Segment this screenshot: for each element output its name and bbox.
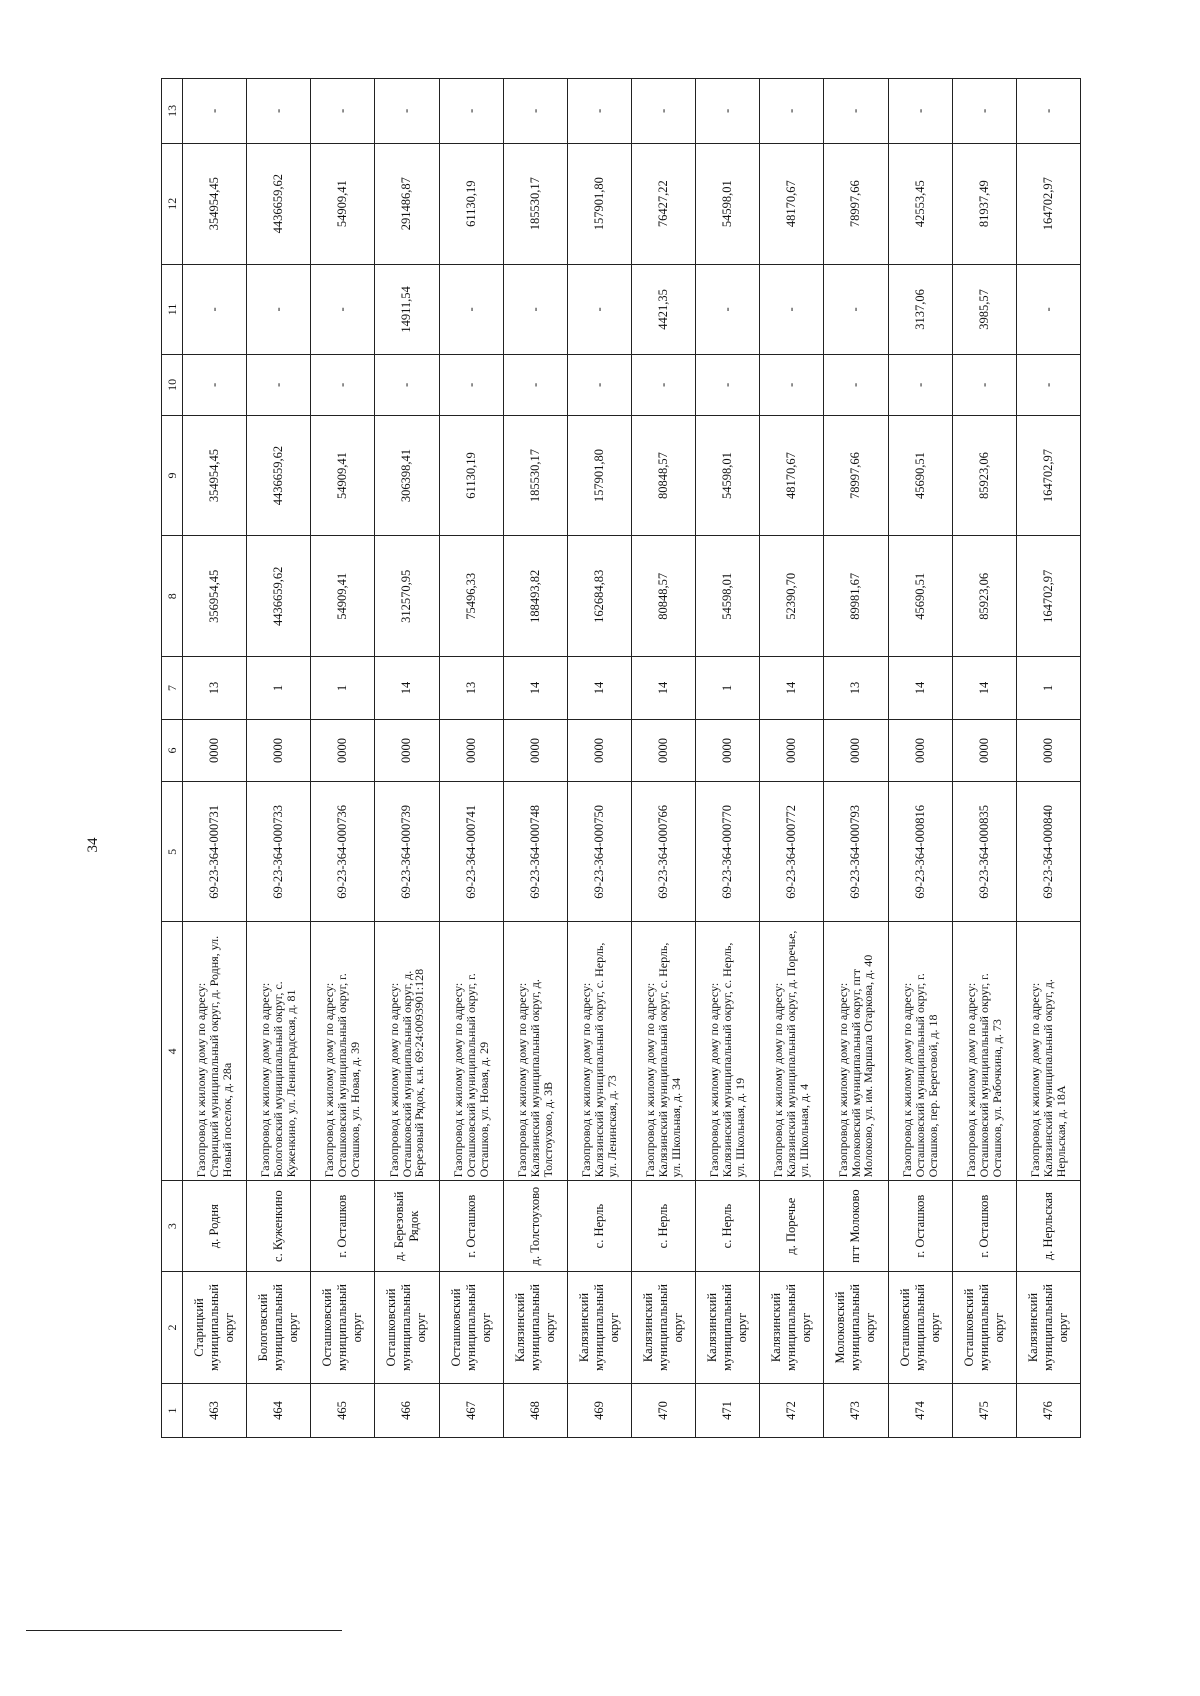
column-number-8: 8 bbox=[162, 536, 183, 657]
row-number: 471 bbox=[696, 1384, 760, 1438]
object-code-cell: 69-23-364-000772 bbox=[760, 782, 824, 922]
place-cell: с. Нерль bbox=[631, 1181, 695, 1272]
col8-cell: 54909,41 bbox=[311, 536, 375, 657]
table-row bbox=[439, 79, 503, 1438]
col13-cell: - bbox=[952, 79, 1016, 144]
row-number: 472 bbox=[760, 1384, 824, 1438]
col11-cell: - bbox=[696, 264, 760, 355]
district-cell: Старицкий муниципальный округ bbox=[183, 1271, 247, 1383]
col10-cell: - bbox=[183, 355, 247, 415]
col8-cell: 52390,70 bbox=[760, 536, 824, 657]
col7-cell: 1 bbox=[311, 657, 375, 720]
district-cell: Калязинский муниципальный округ bbox=[567, 1271, 631, 1383]
object-description-cell: Газопровод к жилому дому по адресу: Калязинский муниципальный округ, д. Нерльская, д. 18А bbox=[1016, 922, 1080, 1181]
col10-cell: - bbox=[696, 355, 760, 415]
col13-cell: - bbox=[311, 79, 375, 144]
col7-cell: 14 bbox=[760, 657, 824, 720]
col12-cell: 42553,45 bbox=[888, 143, 952, 264]
row-number: 468 bbox=[503, 1384, 567, 1438]
col6-cell: 0000 bbox=[952, 719, 1016, 782]
district-cell: Бологовский муниципальный округ bbox=[247, 1271, 311, 1383]
col11-cell: - bbox=[183, 264, 247, 355]
place-cell: с. Куженкино bbox=[247, 1181, 311, 1272]
col8-cell: 356954,45 bbox=[183, 536, 247, 657]
col11-cell: - bbox=[503, 264, 567, 355]
place-cell: д. Поречье bbox=[760, 1181, 824, 1272]
col12-cell: 48170,67 bbox=[760, 143, 824, 264]
col7-cell: 1 bbox=[696, 657, 760, 720]
column-number-7: 7 bbox=[162, 657, 183, 720]
object-code-cell: 69-23-364-000816 bbox=[888, 782, 952, 922]
district-cell: Осташковский муниципальный округ bbox=[375, 1271, 439, 1383]
object-description-cell: Газопровод к жилому дому по адресу: Осташковский муниципальный округ, г. Осташков, пер. Береговой, д. 18 bbox=[888, 922, 952, 1181]
district-cell: Осташковский муниципальный округ bbox=[952, 1271, 1016, 1383]
district-cell: Осташковский муниципальный округ bbox=[311, 1271, 375, 1383]
table-row bbox=[375, 79, 439, 1438]
object-code-cell: 69-23-364-000793 bbox=[824, 782, 888, 922]
col12-cell: 291486,87 bbox=[375, 143, 439, 264]
district-cell: Калязинский муниципальный округ bbox=[503, 1271, 567, 1383]
table-row bbox=[311, 79, 375, 1438]
col9-cell: 354954,45 bbox=[183, 415, 247, 536]
col9-cell: 45690,51 bbox=[888, 415, 952, 536]
table-row bbox=[631, 79, 695, 1438]
col8-cell: 54598,01 bbox=[696, 536, 760, 657]
object-description-cell: Газопровод к жилому дому по адресу: Осташковский муниципальный округ, г. Осташков, ул. Новая, д. 29 bbox=[439, 922, 503, 1181]
row-number: 465 bbox=[311, 1384, 375, 1438]
col6-cell: 0000 bbox=[183, 719, 247, 782]
col8-cell: 312570,95 bbox=[375, 536, 439, 657]
col13-cell: - bbox=[1016, 79, 1080, 144]
col8-cell: 80848,57 bbox=[631, 536, 695, 657]
col7-cell: 14 bbox=[888, 657, 952, 720]
col11-cell: - bbox=[1016, 264, 1080, 355]
col7-cell: 13 bbox=[824, 657, 888, 720]
col9-cell: 157901,80 bbox=[567, 415, 631, 536]
col6-cell: 0000 bbox=[375, 719, 439, 782]
object-code-cell: 69-23-364-000750 bbox=[567, 782, 631, 922]
col7-cell: 14 bbox=[631, 657, 695, 720]
object-description-cell: Газопровод к жилому дому по адресу: Калязинский муниципальный округ, с. Нерль, ул. Школьная, д. 19 bbox=[696, 922, 760, 1181]
col7-cell: 1 bbox=[1016, 657, 1080, 720]
col8-cell: 85923,06 bbox=[952, 536, 1016, 657]
col12-cell: 4436659,62 bbox=[247, 143, 311, 264]
table-row bbox=[247, 79, 311, 1438]
col6-cell: 0000 bbox=[503, 719, 567, 782]
col10-cell: - bbox=[888, 355, 952, 415]
col10-cell: - bbox=[311, 355, 375, 415]
col13-cell: - bbox=[696, 79, 760, 144]
district-cell: Осташковский муниципальный округ bbox=[439, 1271, 503, 1383]
col12-cell: 157901,80 bbox=[567, 143, 631, 264]
col12-cell: 78997,66 bbox=[824, 143, 888, 264]
object-code-cell: 69-23-364-000770 bbox=[696, 782, 760, 922]
footnote-separator bbox=[26, 1630, 342, 1631]
object-code-cell: 69-23-364-000733 bbox=[247, 782, 311, 922]
col6-cell: 0000 bbox=[631, 719, 695, 782]
col9-cell: 306398,41 bbox=[375, 415, 439, 536]
column-number-9: 9 bbox=[162, 415, 183, 536]
object-code-cell: 69-23-364-000766 bbox=[631, 782, 695, 922]
col13-cell: - bbox=[631, 79, 695, 144]
object-code-cell: 69-23-364-000741 bbox=[439, 782, 503, 922]
col8-cell: 45690,51 bbox=[888, 536, 952, 657]
col10-cell: - bbox=[631, 355, 695, 415]
place-cell: пгт Молоково bbox=[824, 1181, 888, 1272]
row-number: 475 bbox=[952, 1384, 1016, 1438]
col8-cell: 75496,33 bbox=[439, 536, 503, 657]
col11-cell: 3137,06 bbox=[888, 264, 952, 355]
col7-cell: 14 bbox=[952, 657, 1016, 720]
col12-cell: 164702,97 bbox=[1016, 143, 1080, 264]
object-code-cell: 69-23-364-000835 bbox=[952, 782, 1016, 922]
district-cell: Калязинский муниципальный округ bbox=[696, 1271, 760, 1383]
district-cell: Калязинский муниципальный округ bbox=[760, 1271, 824, 1383]
object-description-cell: Газопровод к жилому дому по адресу: Бологовский муниципальный округ, с. Куженкино, ул. Ленинградская, д. 81 bbox=[247, 922, 311, 1181]
column-number-4: 4 bbox=[162, 922, 183, 1181]
table-row bbox=[824, 79, 888, 1438]
col7-cell: 14 bbox=[503, 657, 567, 720]
object-code-cell: 69-23-364-000748 bbox=[503, 782, 567, 922]
table-body bbox=[183, 79, 1081, 1438]
col7-cell: 1 bbox=[247, 657, 311, 720]
object-description-cell: Газопровод к жилому дому по адресу: Калязинский муниципальный округ, с. Нерль, ул. Школьная, д. 34 bbox=[631, 922, 695, 1181]
col12-cell: 54598,01 bbox=[696, 143, 760, 264]
place-cell: г. Осташков bbox=[888, 1181, 952, 1272]
col9-cell: 85923,06 bbox=[952, 415, 1016, 536]
col6-cell: 0000 bbox=[760, 719, 824, 782]
place-cell: г. Осташков bbox=[439, 1181, 503, 1272]
place-cell: д. Нерльская bbox=[1016, 1181, 1080, 1272]
table-row bbox=[183, 79, 247, 1438]
col11-cell: 4421,35 bbox=[631, 264, 695, 355]
column-number-5: 5 bbox=[162, 782, 183, 922]
table-row bbox=[1016, 79, 1080, 1438]
col10-cell: - bbox=[760, 355, 824, 415]
col10-cell: - bbox=[952, 355, 1016, 415]
col6-cell: 0000 bbox=[311, 719, 375, 782]
col7-cell: 14 bbox=[375, 657, 439, 720]
object-description-cell: Газопровод к жилому дому по адресу: Калязинский муниципальный округ, с. Нерль, ул. Ленинская, д. 73 bbox=[567, 922, 631, 1181]
table-container bbox=[161, 78, 1081, 1438]
col6-cell: 0000 bbox=[1016, 719, 1080, 782]
table-row bbox=[696, 79, 760, 1438]
col13-cell: - bbox=[760, 79, 824, 144]
col10-cell: - bbox=[439, 355, 503, 415]
district-cell: Калязинский муниципальный округ bbox=[631, 1271, 695, 1383]
col12-cell: 354954,45 bbox=[183, 143, 247, 264]
col11-cell: - bbox=[824, 264, 888, 355]
col8-cell: 164702,97 bbox=[1016, 536, 1080, 657]
district-cell: Калязинский муниципальный округ bbox=[1016, 1271, 1080, 1383]
col7-cell: 14 bbox=[567, 657, 631, 720]
col12-cell: 81937,49 bbox=[952, 143, 1016, 264]
col11-cell: 14911,54 bbox=[375, 264, 439, 355]
col6-cell: 0000 bbox=[824, 719, 888, 782]
column-number-3: 3 bbox=[162, 1181, 183, 1272]
object-code-cell: 69-23-364-000739 bbox=[375, 782, 439, 922]
row-number: 473 bbox=[824, 1384, 888, 1438]
col6-cell: 0000 bbox=[888, 719, 952, 782]
row-number: 469 bbox=[567, 1384, 631, 1438]
row-number: 470 bbox=[631, 1384, 695, 1438]
place-cell: д. Толстоухово bbox=[503, 1181, 567, 1272]
col9-cell: 78997,66 bbox=[824, 415, 888, 536]
object-description-cell: Газопровод к жилому дому по адресу: Осташковский муниципальный округ, д. Березовый Рядок, к.н. 69:24:0093901:128 bbox=[375, 922, 439, 1181]
col9-cell: 4436659,62 bbox=[247, 415, 311, 536]
column-number-10: 10 bbox=[162, 355, 183, 415]
table-row bbox=[503, 79, 567, 1438]
col9-cell: 54598,01 bbox=[696, 415, 760, 536]
row-number: 466 bbox=[375, 1384, 439, 1438]
object-description-cell: Газопровод к жилому дому по адресу: Осташковский муниципальный округ, г. Осташков, ул. Рабочкина, д. 73 bbox=[952, 922, 1016, 1181]
col13-cell: - bbox=[824, 79, 888, 144]
col11-cell: 3985,57 bbox=[952, 264, 1016, 355]
row-number: 464 bbox=[247, 1384, 311, 1438]
col8-cell: 89981,67 bbox=[824, 536, 888, 657]
col8-cell: 188493,82 bbox=[503, 536, 567, 657]
col13-cell: - bbox=[375, 79, 439, 144]
object-description-cell: Газопровод к жилому дому по адресу: Осташковский муниципальный округ, г. Осташков, ул. Новая, д. 39 bbox=[311, 922, 375, 1181]
col11-cell: - bbox=[760, 264, 824, 355]
col6-cell: 0000 bbox=[696, 719, 760, 782]
col6-cell: 0000 bbox=[439, 719, 503, 782]
col10-cell: - bbox=[1016, 355, 1080, 415]
row-number: 474 bbox=[888, 1384, 952, 1438]
col9-cell: 80848,57 bbox=[631, 415, 695, 536]
col11-cell: - bbox=[247, 264, 311, 355]
col13-cell: - bbox=[503, 79, 567, 144]
column-number-1: 1 bbox=[162, 1384, 183, 1438]
col11-cell: - bbox=[311, 264, 375, 355]
object-description-cell: Газопровод к жилому дому по адресу: Калязинский муниципальный округ, д. Толстоухово, д. 3В bbox=[503, 922, 567, 1181]
col6-cell: 0000 bbox=[567, 719, 631, 782]
place-cell: с. Нерль bbox=[567, 1181, 631, 1272]
row-number: 463 bbox=[183, 1384, 247, 1438]
col10-cell: - bbox=[503, 355, 567, 415]
col13-cell: - bbox=[888, 79, 952, 144]
row-number: 467 bbox=[439, 1384, 503, 1438]
col11-cell: - bbox=[567, 264, 631, 355]
table-row bbox=[952, 79, 1016, 1438]
col10-cell: - bbox=[247, 355, 311, 415]
col10-cell: - bbox=[567, 355, 631, 415]
col10-cell: - bbox=[375, 355, 439, 415]
col12-cell: 61130,19 bbox=[439, 143, 503, 264]
table-row bbox=[760, 79, 824, 1438]
col9-cell: 61130,19 bbox=[439, 415, 503, 536]
place-cell: с. Нерль bbox=[696, 1181, 760, 1272]
object-description-cell: Газопровод к жилому дому по адресу: Калязинский муниципальный округ, д. Поречье, ул. Школьная, д. 4 bbox=[760, 922, 824, 1181]
column-number-6: 6 bbox=[162, 719, 183, 782]
place-cell: г. Осташков bbox=[952, 1181, 1016, 1272]
col13-cell: - bbox=[439, 79, 503, 144]
page-number: 34 bbox=[85, 837, 101, 853]
col9-cell: 54909,41 bbox=[311, 415, 375, 536]
col8-cell: 4436659,62 bbox=[247, 536, 311, 657]
col9-cell: 164702,97 bbox=[1016, 415, 1080, 536]
object-code-cell: 69-23-364-000731 bbox=[183, 782, 247, 922]
place-cell: г. Осташков bbox=[311, 1181, 375, 1272]
object-description-cell: Газопровод к жилому дому по адресу: Молоковский муниципальный округ, пгт Молоково, ул. им. Маршала Огаркова, д. 40 bbox=[824, 922, 888, 1181]
object-code-cell: 69-23-364-000840 bbox=[1016, 782, 1080, 922]
col9-cell: 185530,17 bbox=[503, 415, 567, 536]
col9-cell: 48170,67 bbox=[760, 415, 824, 536]
col8-cell: 162684,83 bbox=[567, 536, 631, 657]
col13-cell: - bbox=[247, 79, 311, 144]
object-code-cell: 69-23-364-000736 bbox=[311, 782, 375, 922]
col7-cell: 13 bbox=[183, 657, 247, 720]
place-cell: д. Березовый Рядок bbox=[375, 1181, 439, 1272]
object-description-cell: Газопровод к жилому дому по адресу: Старицкий муниципальный округ, д. Родня, ул. Новый поселок, д. 28а bbox=[183, 922, 247, 1181]
data-table bbox=[161, 78, 1081, 1438]
district-cell: Осташковский муниципальный округ bbox=[888, 1271, 952, 1383]
row-number: 476 bbox=[1016, 1384, 1080, 1438]
col12-cell: 54909,41 bbox=[311, 143, 375, 264]
col13-cell: - bbox=[567, 79, 631, 144]
column-number-13: 13 bbox=[162, 79, 183, 144]
column-number-11: 11 bbox=[162, 264, 183, 355]
place-cell: д. Родня bbox=[183, 1181, 247, 1272]
column-number-row bbox=[162, 79, 183, 1438]
column-number-2: 2 bbox=[162, 1271, 183, 1383]
col11-cell: - bbox=[439, 264, 503, 355]
col12-cell: 185530,17 bbox=[503, 143, 567, 264]
col12-cell: 76427,22 bbox=[631, 143, 695, 264]
col10-cell: - bbox=[824, 355, 888, 415]
table-row bbox=[567, 79, 631, 1438]
col6-cell: 0000 bbox=[247, 719, 311, 782]
column-number-12: 12 bbox=[162, 143, 183, 264]
table-row bbox=[888, 79, 952, 1438]
district-cell: Молоковский муниципальный округ bbox=[824, 1271, 888, 1383]
col7-cell: 13 bbox=[439, 657, 503, 720]
col13-cell: - bbox=[183, 79, 247, 144]
